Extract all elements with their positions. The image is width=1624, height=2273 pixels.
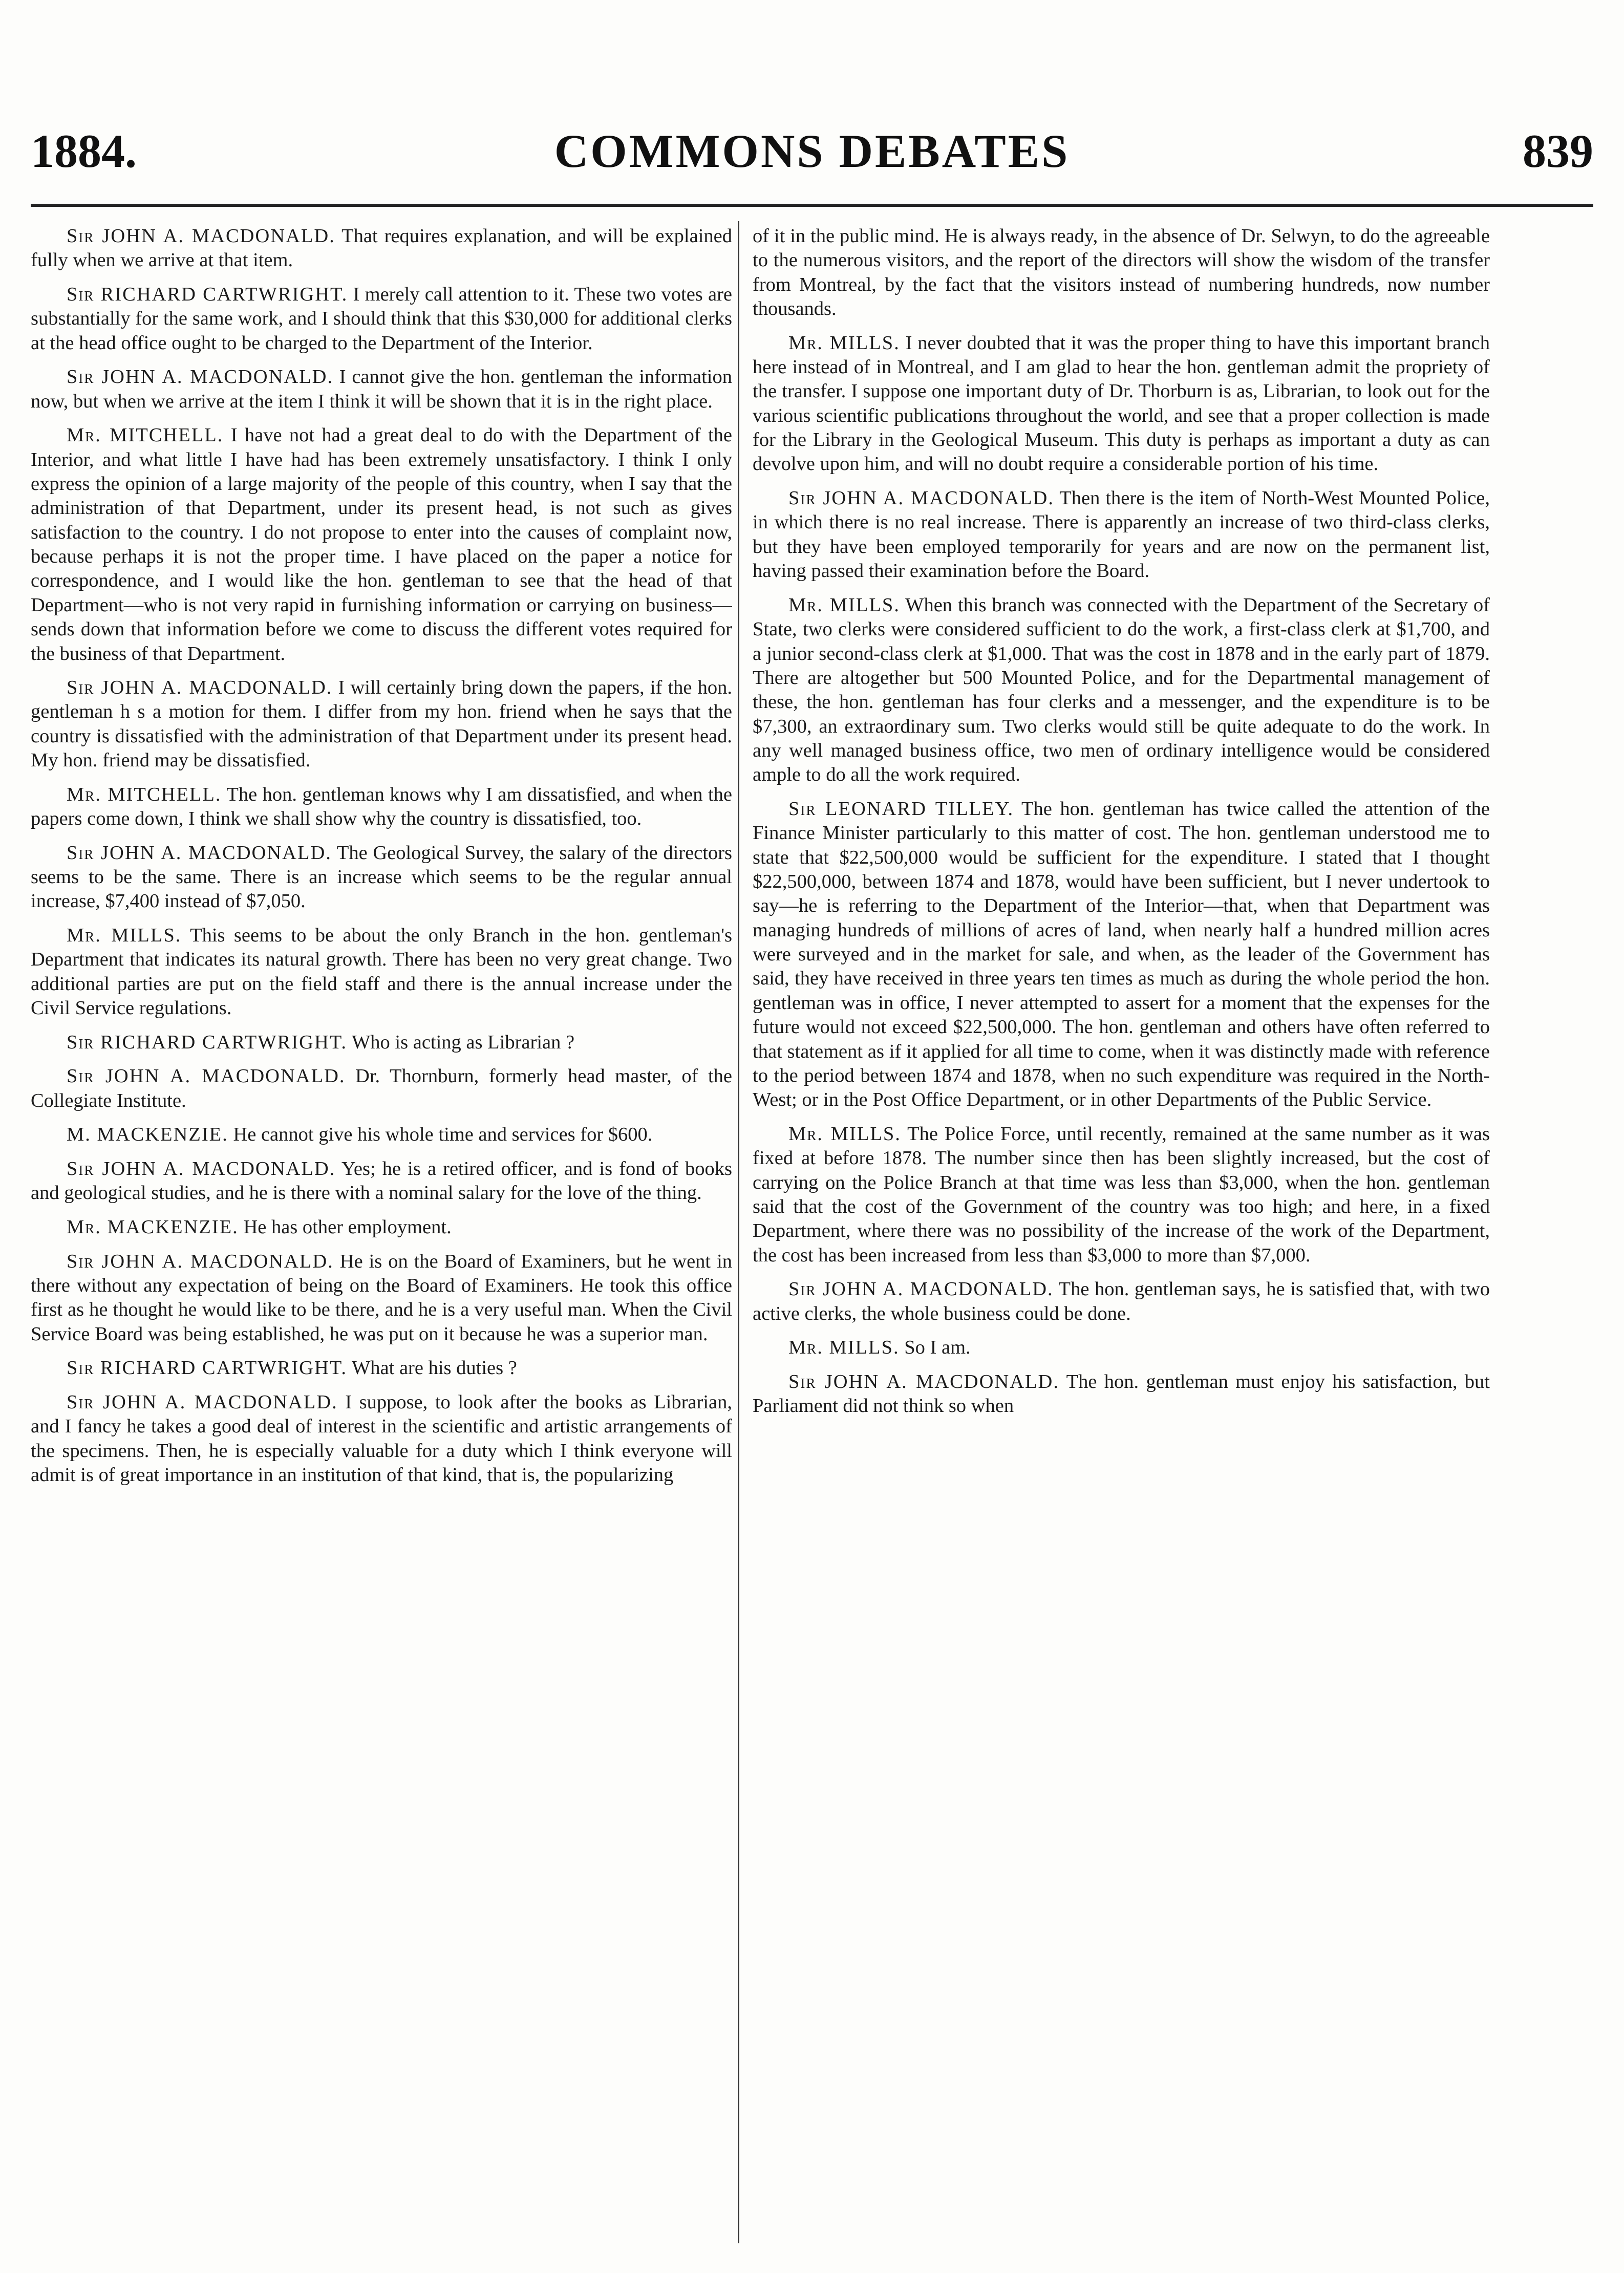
header-page-number: 839 <box>1523 125 1593 177</box>
speech-paragraph <box>753 1122 1490 1268</box>
speaker-name: Sir JOHN A. MACDONALD. <box>788 487 1054 509</box>
speech-text: I never doubted that it was the proper thing to have this important branch here instead of in Montreal, and I am glad to hear the hon. gentleman admit the propriety of the transfer. I suppose one important duty of Dr. Thorburn is as, Librarian, to look out for the various scientific publications throughout the world, and see that a proper collection is made for the Library in the Geological Museum. This duty is perhaps as important a duty as can devolve upon him, and will no doubt require a considerable portion of his time. <box>753 332 1490 475</box>
speaker-name: Mr. MACKENZIE. <box>67 1216 239 1238</box>
speech-text: That requires explanation, and will be explained fully when we arrive at that item. <box>31 225 732 271</box>
speaker-name: Sir RICHARD CARTWRIGHT. <box>67 1031 348 1053</box>
speech-paragraph <box>31 1031 732 1055</box>
speech-paragraph <box>753 593 1490 787</box>
speaker-name: Mr. MITCHELL. <box>67 424 224 446</box>
speaker-name: Sir JOHN A. MACDONALD. <box>67 366 334 388</box>
speech-paragraph <box>31 1390 732 1487</box>
speech-text: Dr. Thornburn, formerly head master, of the Collegiate Institute. <box>31 1065 732 1111</box>
speaker-name: Sir JOHN A. MACDONALD. <box>67 842 332 864</box>
speech-text: The hon. gentleman has twice called the attention of the Finance Minister particularly to this matter of cost. The hon. gentleman understood me to state that $22,500,000 would be sufficient for the expenditure. I stated that I thought $22,500,000, between 1874 and 1878, would have been sufficient, but I never undertook to say—he is referring to the Department of the Interior—that, when that Department was managing hundreds of millions of acres of land, when nearly half a hundred million acres were surveyed and in the market for sale, and when, as the leader of the Government has said, they have received in three years ten times as much as during the whole period the hon. gentleman was in office, I never attempted to assert for a moment that the expenses for the future would not exceed $22,500,000. The hon. gentleman and others have often referred to that statement as if it applied for all time to come, when it was distinctly made with reference to the period between 1874 and 1878, when no such expenditure was required in the North-West; or in the Post Office Department, or in other Departments of the Public Service. <box>753 798 1490 1111</box>
speech-text: I cannot give the hon. gentleman the information now, but when we arrive at the item I think it will be shown that it is in the right place. <box>31 366 732 412</box>
column-divider <box>738 221 739 2243</box>
speech-text: When this branch was connected with the Department of the Secretary of State, two clerks were considered sufficient to do the work, a first-class clerk at $1,700, and a junior second-class clerk at $1,000. That was the cost in 1878 and in the early part of 1879. There are altogether but 500 Mounted Police, and for the Departmental management of these, the hon. gentleman has four clerks and a messenger, and the expenditure is to be $7,300, an extraordinary sum. Two clerks would still be quite adequate to do the work. In any well managed business office, two men of ordinary intelligence would be considered ample to do all the work required. <box>753 594 1490 786</box>
speech-paragraph <box>753 1336 1490 1360</box>
speech-text: The hon. gentleman knows why I am dissatisfied, and when the papers come down, I think we shall show why the country is dissatisfied, too. <box>31 783 732 830</box>
speech-paragraph <box>31 841 732 914</box>
speech-text: He is on the Board of Examiners, but he went in there without any expectation of being on the Board of Examiners. He took this office first as he thought he would like to be there, and he is a very useful man. When the Civil Service Board was being established, he was put on it because he was a superior man. <box>31 1250 732 1345</box>
speaker-name: M. MACKENZIE. <box>67 1124 228 1146</box>
speech-paragraph <box>31 1215 732 1239</box>
speech-paragraph <box>753 1277 1490 1326</box>
right-column <box>753 224 1490 2246</box>
speech-paragraph <box>753 224 1490 321</box>
speaker-name: Sir JOHN A. MACDONALD. <box>67 225 335 247</box>
speech-paragraph <box>31 1157 732 1206</box>
speaker-name: Sir JOHN A. MACDONALD. <box>788 1370 1059 1392</box>
speech-text: I will certainly bring down the papers, if the hon. gentleman h s a motion for them. I differ from my hon. friend when he says that the country is dissatisfied with the administration of that Department under its present head. My hon. friend may be dissatisfied. <box>31 677 732 771</box>
speech-text: Then there is the item of North-West Mounted Police, in which there is no real increase. There is apparently an increase of two third-class clerks, but they have been employed temporarily for years and are now on the permanent list, having passed their examination before the Board. <box>753 487 1490 582</box>
speech-text: Yes; he is a retired officer, and is fond of books and geological studies, and he is there with a nominal salary for the love of the thing. <box>31 1157 732 1204</box>
speech-paragraph <box>31 224 732 273</box>
speech-paragraph <box>753 1370 1490 1419</box>
speaker-name: Mr. MILLS. <box>67 925 182 947</box>
speech-paragraph <box>31 1250 732 1346</box>
speaker-name: Sir JOHN A. MACDONALD. <box>67 1065 346 1087</box>
speaker-name: Sir JOHN A. MACDONALD. <box>788 1278 1054 1300</box>
speech-paragraph <box>753 331 1490 477</box>
speech-paragraph <box>753 486 1490 583</box>
speech-text: I have not had a great deal to do with the Department of the Interior, and what little I have had has been extremely unsatisfactory. I think I only express the opinion of a large majority of the people of this country, when I say that the administration of that Department, under its present head, is not such as gives satisfaction to the country. I do not propose to enter into the causes of complaint now, because perhaps it is not the proper time. I have placed on the paper a notice for correspondence, and I would like the hon. gentleman to see that the head of that Department—who is not very rapid in furnishing information or carrying on business—sends down that information before we come to discuss the different votes required for the business of that Department. <box>31 424 732 664</box>
speaker-name: Mr. MILLS. <box>788 332 900 354</box>
header-year: 1884. <box>31 125 137 177</box>
speech-paragraph <box>31 365 732 414</box>
speech-text: I suppose, to look after the books as Librarian, and I fancy he takes a good deal of interest in the scientific and artistic arrangements of the specimens. Then, he is especially valuable for a duty which I think everyone will admit is of great importance in an institution of that kind, that is, the popularizing <box>31 1391 732 1486</box>
speaker-name: Sir JOHN A. MACDONALD. <box>67 677 333 699</box>
speech-text: I merely call attention to it. These two votes are substantially for the same work, and I should think that this $30,000 for additional clerks at the head office ought to be charged to the Department of the Interior. <box>31 283 732 354</box>
speech-text: The Geological Survey, the salary of the directors seems to be the same. There is an increase which seems to be the regular annual increase, $7,400 instead of $7,050. <box>31 842 732 912</box>
page-header <box>31 123 1593 189</box>
speech-paragraph <box>31 783 732 831</box>
speech-text: Who is acting as Librarian ? <box>351 1031 575 1053</box>
speaker-name: Mr. MITCHELL. <box>67 783 222 805</box>
speech-text: This seems to be about the only Branch in the hon. gentleman's Department that indicates its natural growth. There has been no very great change. Two additional parties are put on the field staff and there is the annual increase under the Civil Service regulations. <box>31 925 732 1019</box>
speaker-name: Sir LEONARD TILLEY. <box>788 798 1014 820</box>
speech-text: of it in the public mind. He is always ready, in the absence of Dr. Selwyn, to do the agreeable to the numerous visitors, and the report of the directors will show the wisdom of the transfer from Montreal, by the fact that the visitors instead of numbering hundreds, now number thousands. <box>753 225 1490 320</box>
speech-paragraph <box>753 797 1490 1112</box>
speech-paragraph <box>31 924 732 1020</box>
speech-paragraph <box>31 1064 732 1113</box>
speech-text: So I am. <box>904 1337 971 1359</box>
speaker-name: Sir RICHARD CARTWRIGHT. <box>67 1357 348 1379</box>
speech-text: He cannot give his whole time and services for $600. <box>233 1124 653 1146</box>
speech-paragraph <box>31 1123 732 1147</box>
speaker-name: Sir JOHN A. MACDONALD. <box>67 1157 336 1180</box>
speech-text: The hon. gentleman must enjoy his satisfaction, but Parliament did not think so when <box>753 1370 1490 1417</box>
speaker-name: Mr. MILLS. <box>788 594 900 616</box>
header-title: COMMONS DEBATES <box>554 125 1070 177</box>
speech-text: What are his duties ? <box>351 1357 517 1379</box>
speech-paragraph <box>31 283 732 355</box>
speaker-name: Mr. MILLS. <box>788 1123 901 1145</box>
speech-text: The hon. gentleman says, he is satisfied that, with two active clerks, the whole business could be done. <box>753 1278 1490 1324</box>
speaker-name: Mr. MILLS. <box>788 1337 900 1359</box>
speech-paragraph <box>31 676 732 773</box>
speech-text: The Police Force, until recently, remained at the same number as it was fixed at before 1878. The number since then has been slightly increased, but the cost of carrying on the Police Branch at that time was less than $3,000, when the hon. gentleman said that the cost of the Government of the country was too high; and here, in a fixed Department, where there was no possibility of the increase of the work of the Department, the cost has been increased from less than $3,000 to more than $7,000. <box>753 1123 1490 1266</box>
speech-paragraph <box>31 1356 732 1380</box>
speech-text: He has other employment. <box>243 1216 452 1238</box>
speaker-name: Sir JOHN A. MACDONALD. <box>67 1250 334 1272</box>
speaker-name: Sir RICHARD CARTWRIGHT. <box>67 283 348 305</box>
header-rule <box>31 204 1593 207</box>
speaker-name: Sir JOHN A. MACDONALD. <box>67 1391 338 1413</box>
speech-paragraph <box>31 423 732 666</box>
left-column <box>31 224 732 2246</box>
